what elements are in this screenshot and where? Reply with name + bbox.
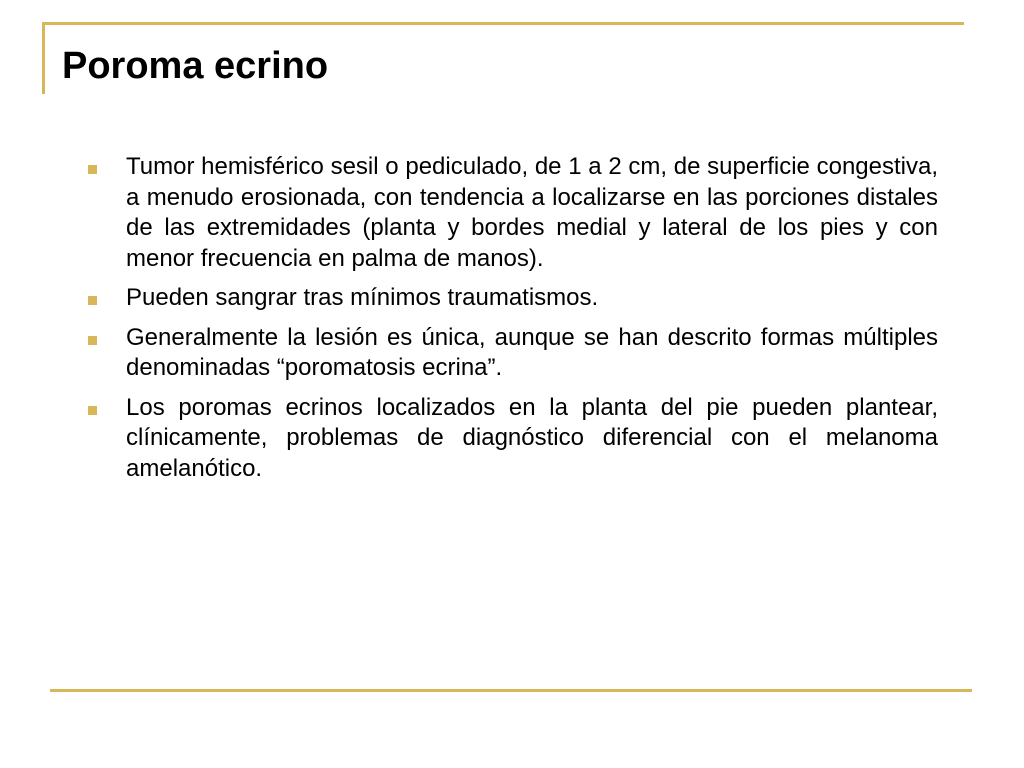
bullet-text: Los poromas ecrinos localizados en la planta del pie pueden plantear, clínicamente, problemas de diagnóstico diferencial con el melanoma amelanótico. bbox=[126, 393, 938, 482]
left-accent-line bbox=[42, 22, 45, 94]
bullet-text: Generalmente la lesión es única, aunque se han descrito formas múltiples denominadas “poromatosis ecrina”. bbox=[126, 323, 938, 381]
bullet-item bbox=[88, 283, 938, 314]
bullet-text: Pueden sangrar tras mínimos traumatismos. bbox=[126, 284, 599, 311]
bullet-item bbox=[88, 393, 938, 485]
top-accent-line bbox=[42, 22, 964, 25]
bullet-list bbox=[88, 152, 938, 493]
square-bullet-icon bbox=[88, 336, 97, 345]
square-bullet-icon bbox=[88, 406, 97, 415]
bullet-item bbox=[88, 323, 938, 384]
bullet-text: Tumor hemisférico sesil o pediculado, de 1 a 2 cm, de superficie congestiva, a menudo erosionada, con tendencia a localizarse en las porciones distales de las extremidades (planta y bordes medial y lateral de los pies y con menor frecuencia en palma de manos). bbox=[126, 153, 938, 272]
bottom-accent-line bbox=[50, 689, 972, 692]
slide-title: Poroma ecrino bbox=[62, 45, 329, 87]
square-bullet-icon bbox=[88, 296, 97, 305]
square-bullet-icon bbox=[88, 165, 97, 174]
bullet-item bbox=[88, 152, 938, 274]
